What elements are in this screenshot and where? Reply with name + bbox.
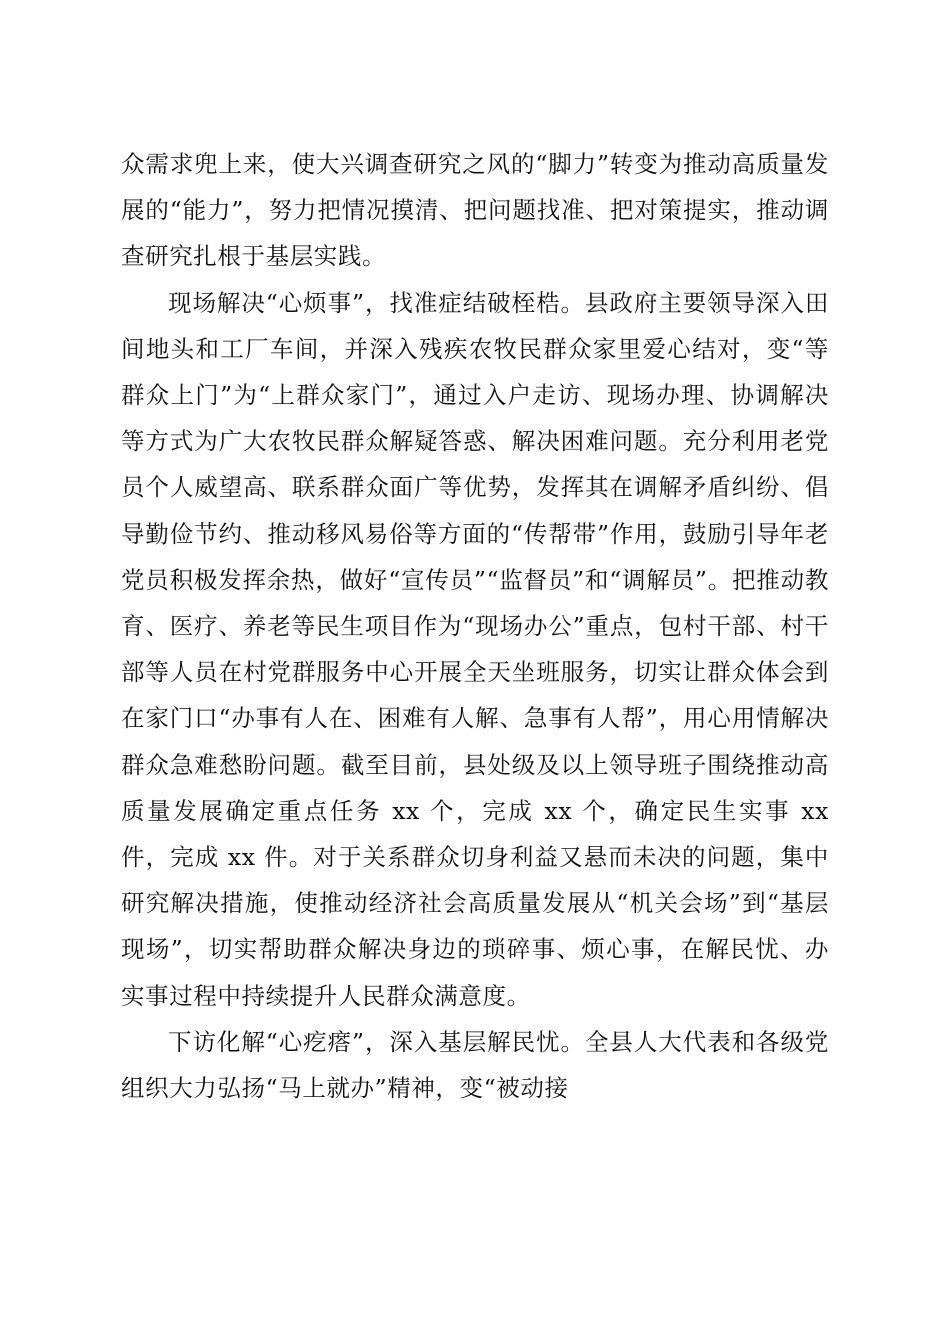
paragraph-continuation: 众需求兜上来，使大兴调查研究之风的“脚力”转变为推动高质量发展的“能力”，努力把情况摸清、把问题找准、把对策提实，推动调查研究扎根于基层实践。	[121, 150, 829, 271]
document-body	[121, 141, 829, 1111]
paragraph-on-site-solutions: 现场解决“心烦事”，找准症结破桎梏。县政府主要领导深入田间地头和工厂车间，并深入残疾农牧民群众家里爱心结对，变“等群众上门”为“上群众家门”，通过入户走访、现场办理、协调解决等方式为广大农牧民群众解疑答惑、解决困难问题。充分利用老党员个人威望高、联系群众面广等优势，发挥其在调解矛盾纠纷、倡导勤俭节约、推动移风易俗等方面的“传帮带”作用，鼓励引导年老党员积极发挥余热，做好“宣传员”“监督员”和“调解员”。把推动教育、医疗、养老等民生项目作为“现场办公”重点，包村干部、村干部等人员在村党群服务中心开展全天坐班服务，切实让群众体会到在家门口“办事有人在、困难有人解、急事有人帮”，用心用情解决群众急难愁盼问题。截至目前，县处级及以上领导班子围绕推动高质量发展确定重点任务 xx 个，完成 xx 个，确定民生实事 xx 件，完成 xx 件。对于关系群众切身利益又悬而未决的问题，集中研究解决措施，使推动经济社会高质量发展从“机关会场”到“基层现场”，切实帮助群众解决身边的琐碎事、烦心事，在解民忧、办实事过程中持续提升人民群众满意度。	[121, 288, 829, 1010]
paragraph-visit-resolution: 下访化解“心疙瘩”，深入基层解民忧。全县人大代表和各级党组织大力弘扬“马上就办”精神，变“被动接	[121, 1027, 829, 1103]
